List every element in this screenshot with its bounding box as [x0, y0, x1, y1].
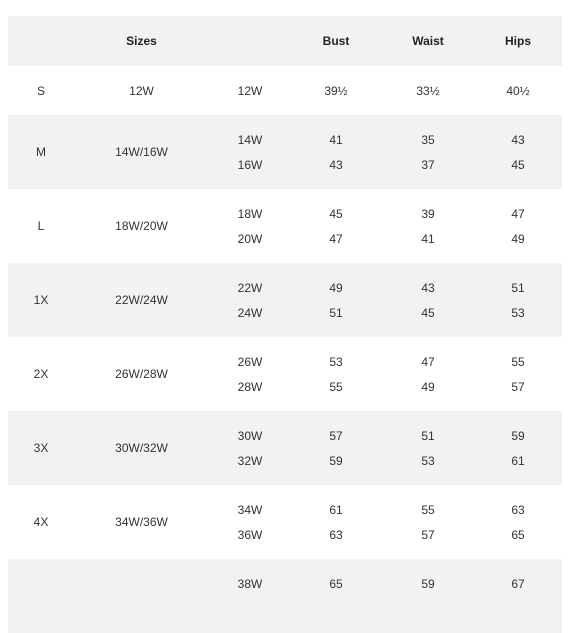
bust-value: 65: [329, 577, 343, 591]
bust-value: 43: [329, 158, 343, 172]
w-size: 36W: [237, 528, 263, 542]
w-size: 12W: [237, 84, 263, 98]
bust-value: 41: [329, 133, 343, 147]
hips-value: 57: [511, 380, 525, 394]
bust-value: 39½: [324, 84, 348, 98]
size-label: 1X: [33, 293, 49, 307]
hips-value: 59: [511, 429, 525, 443]
waist-value: 57: [421, 528, 435, 542]
waist-value: 35: [421, 133, 435, 147]
bust-value: 53: [329, 355, 343, 369]
size-row-2x: [8, 337, 562, 411]
hips-value: 65: [511, 528, 525, 542]
size-chart-header: [8, 16, 562, 66]
w-size: 28W: [237, 380, 263, 394]
w-size: 38W: [237, 577, 263, 591]
size-row-4x: [8, 485, 562, 559]
bust-value: 47: [329, 232, 343, 246]
w-size: 26W: [237, 355, 263, 369]
size-range: 14W/16W: [115, 145, 168, 159]
size-label: 4X: [33, 515, 49, 529]
w-size: 30W: [237, 429, 263, 443]
hips-value: 40½: [506, 84, 530, 98]
w-size: 18W: [237, 207, 263, 221]
size-row-3x: [8, 411, 562, 485]
hips-value: 61: [511, 454, 525, 468]
w-size: 34W: [237, 503, 263, 517]
waist-value: 33½: [416, 84, 440, 98]
hips-value: 67: [511, 577, 525, 591]
bust-value: 45: [329, 207, 343, 221]
size-range: 18W/20W: [115, 219, 168, 233]
waist-value: 55: [421, 503, 435, 517]
size-row-m: [8, 115, 562, 189]
bust-value: 51: [329, 306, 343, 320]
size-label: 2X: [33, 367, 49, 381]
size-row-partial: [8, 559, 562, 633]
size-label: 3X: [33, 441, 49, 455]
waist-value: 39: [421, 207, 435, 221]
size-range: 22W/24W: [115, 293, 168, 307]
size-row-1x: [8, 263, 562, 337]
w-size: 24W: [237, 306, 263, 320]
size-range: 12W: [129, 84, 154, 98]
bust-value: 63: [329, 528, 343, 542]
hips-header: Hips: [504, 34, 531, 48]
size-range: 34W/36W: [115, 515, 168, 529]
waist-value: 47: [421, 355, 435, 369]
bust-value: 59: [329, 454, 343, 468]
hips-value: 43: [511, 133, 525, 147]
size-range: 26W/28W: [115, 367, 168, 381]
waist-header: Waist: [412, 34, 444, 48]
size-row-s: [8, 66, 562, 115]
hips-value: 53: [511, 306, 525, 320]
waist-value: 51: [421, 429, 435, 443]
w-size: 32W: [237, 454, 263, 468]
hips-value: 45: [511, 158, 525, 172]
hips-value: 47: [511, 207, 525, 221]
w-size: 22W: [237, 281, 263, 295]
bust-value: 61: [329, 503, 343, 517]
hips-value: 49: [511, 232, 525, 246]
hips-value: 51: [511, 281, 525, 295]
waist-value: 45: [421, 306, 435, 320]
bust-header: Bust: [322, 34, 350, 48]
size-label: S: [36, 84, 45, 98]
waist-value: 53: [421, 454, 435, 468]
w-size: 16W: [237, 158, 263, 172]
hips-value: 55: [511, 355, 525, 369]
bust-value: 57: [329, 429, 343, 443]
waist-value: 37: [421, 158, 435, 172]
waist-value: 43: [421, 281, 435, 295]
sizes-header: Sizes: [126, 34, 157, 48]
hips-value: 63: [511, 503, 525, 517]
size-row-l: [8, 189, 562, 263]
size-chart: [8, 16, 562, 633]
size-label: L: [37, 219, 45, 233]
waist-value: 59: [421, 577, 435, 591]
w-size: 14W: [237, 133, 263, 147]
bust-value: 49: [329, 281, 343, 295]
bust-value: 55: [329, 380, 343, 394]
size-range: 30W/32W: [115, 441, 168, 455]
size-label: M: [36, 145, 46, 159]
waist-value: 49: [421, 380, 435, 394]
w-size: 20W: [237, 232, 263, 246]
waist-value: 41: [421, 232, 435, 246]
